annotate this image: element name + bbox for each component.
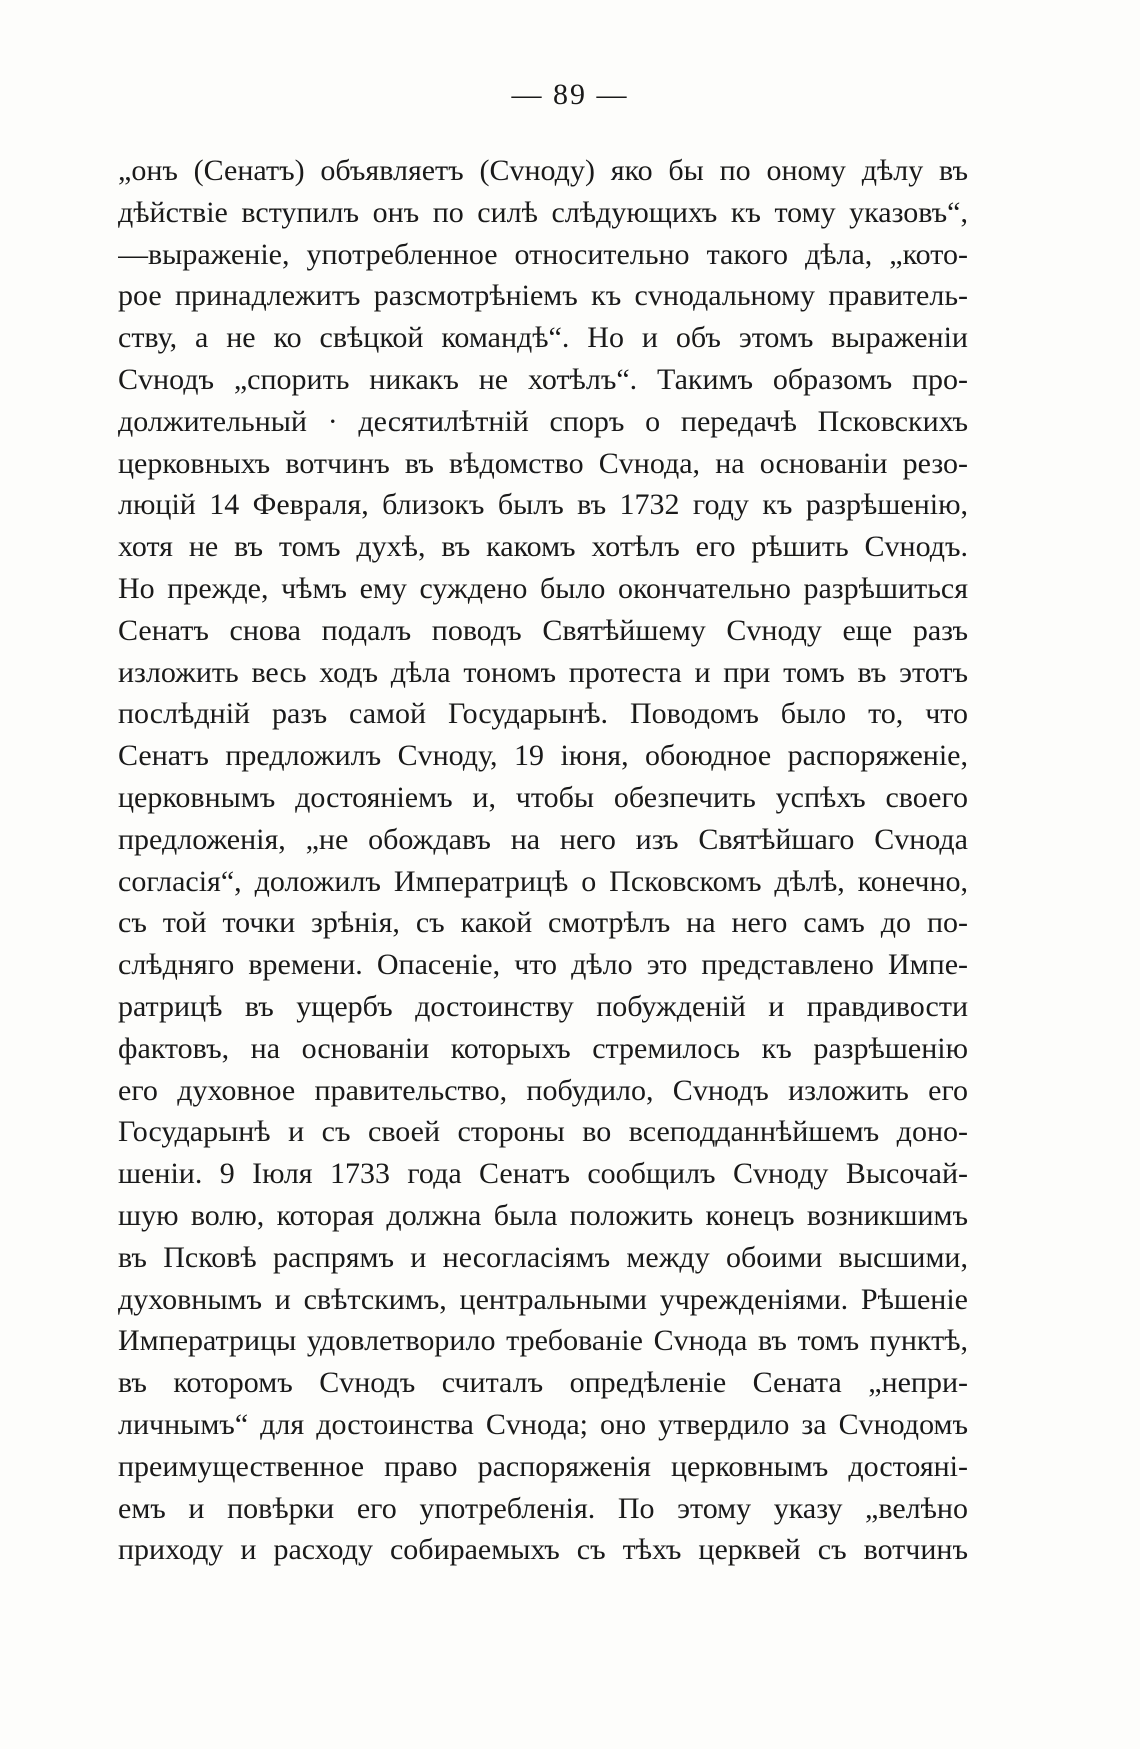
page-number: — 89 —: [511, 78, 629, 111]
text-line: въ Псковѣ распрямъ и несогласіямъ между обоими высшими,: [118, 1240, 968, 1274]
text-line: съ той точки зрѣнія, съ какой смотрѣлъ на него самъ до по-: [118, 906, 968, 940]
text-line: шеніи. 9 Іюля 1733 года Сенатъ сообщилъ Сvноду Высочай-: [118, 1157, 968, 1191]
text-line: Государынѣ и съ своей стороны во всеподданнѣйшемъ доно-: [118, 1115, 968, 1149]
text-line: люцій 14 Февраля, близокъ былъ въ 1732 году къ разрѣшенію,: [118, 488, 968, 522]
text-line: согласія“, доложилъ Императрицѣ о Псковскомъ дѣлѣ, конечно,: [118, 864, 968, 898]
text-line: фактовъ, на основаніи которыхъ стремилось къ разрѣшенію: [118, 1031, 968, 1065]
text-line: Но прежде, чѣмъ ему суждено было окончательно разрѣшиться: [118, 571, 968, 605]
text-line: ству, а не ко свѣцкой командѣ“. Но и объ этомъ выраженіи: [118, 321, 968, 355]
body-text: [118, 150, 968, 1571]
text-line: Сенатъ снова подалъ поводъ Святѣйшему Сvноду еще разъ: [118, 613, 968, 647]
text-line: предложенія, „не обождавъ на него изъ Святѣйшаго Сvнода: [118, 822, 968, 856]
text-line: изложить весь ходъ дѣла тономъ протеста и при томъ въ этотъ: [118, 655, 968, 689]
text-line: Императрицы удовлетворило требованіе Сvнода въ томъ пунктѣ,: [118, 1324, 968, 1358]
text-line: „онъ (Сенатъ) объявляетъ (Сvноду) яко бы по оному дѣлу въ: [118, 154, 968, 187]
text-line: приходу и расходу собираемыхъ съ тѣхъ церквей съ вотчинъ: [118, 1533, 968, 1567]
text-line: слѣдняго времени. Опасеніе, что дѣло это представлено Импе-: [118, 948, 968, 982]
text-line: Сенатъ предложилъ Сvноду, 19 іюня, обоюдное распоряженіе,: [118, 739, 968, 773]
text-line: —выраженіе, употребленное относительно такого дѣла, „кото-: [118, 237, 968, 271]
text-line: шую волю, которая должна была положить конецъ возникшимъ: [118, 1198, 968, 1232]
text-line: церковныхъ вотчинъ въ вѣдомство Сvнода, на основаніи резо-: [118, 446, 968, 480]
text-line: духовнымъ и свѣтскимъ, центральными учрежденіями. Рѣшеніе: [118, 1282, 968, 1316]
text-line: Сvнодъ „спорить никакъ не хотѣлъ“. Такимъ образомъ про-: [118, 362, 968, 396]
text-line: церковнымъ достояніемъ и, чтобы обезпечить успѣхъ своего: [118, 780, 968, 814]
text-line: хотя не въ томъ духѣ, въ какомъ хотѣлъ его рѣшить Сvнодъ.: [118, 530, 968, 564]
text-line: его духовное правительство, побудило, Сvнодъ изложить его: [118, 1073, 968, 1107]
text-line: личнымъ“ для достоинства Сvнода; оно утвердило за Сvнодомъ: [118, 1407, 968, 1441]
text-line: ратрицѣ въ ущербъ достоинству побужденій и правдивости: [118, 989, 968, 1023]
text-line: преимущественное право распоряженія церковнымъ достояні-: [118, 1449, 968, 1483]
text-line: емъ и повѣрки его употребленія. По этому указу „велѣно: [118, 1491, 968, 1525]
text-line: дѣйствіе вступилъ онъ по силѣ слѣдующихъ къ тому указовъ“,: [118, 195, 968, 229]
text-line: рое принадлежитъ разсмотрѣніемъ къ сvнодальному правитель-: [118, 279, 968, 313]
text-line: послѣдній разъ самой Государынѣ. Поводомъ было то, что: [118, 697, 968, 731]
text-line: въ которомъ Сvнодъ считалъ опредѣленіе Сената „непри-: [118, 1366, 968, 1400]
text-line: должительный · десятилѣтній споръ о передачѣ Псковскихъ: [118, 404, 968, 438]
